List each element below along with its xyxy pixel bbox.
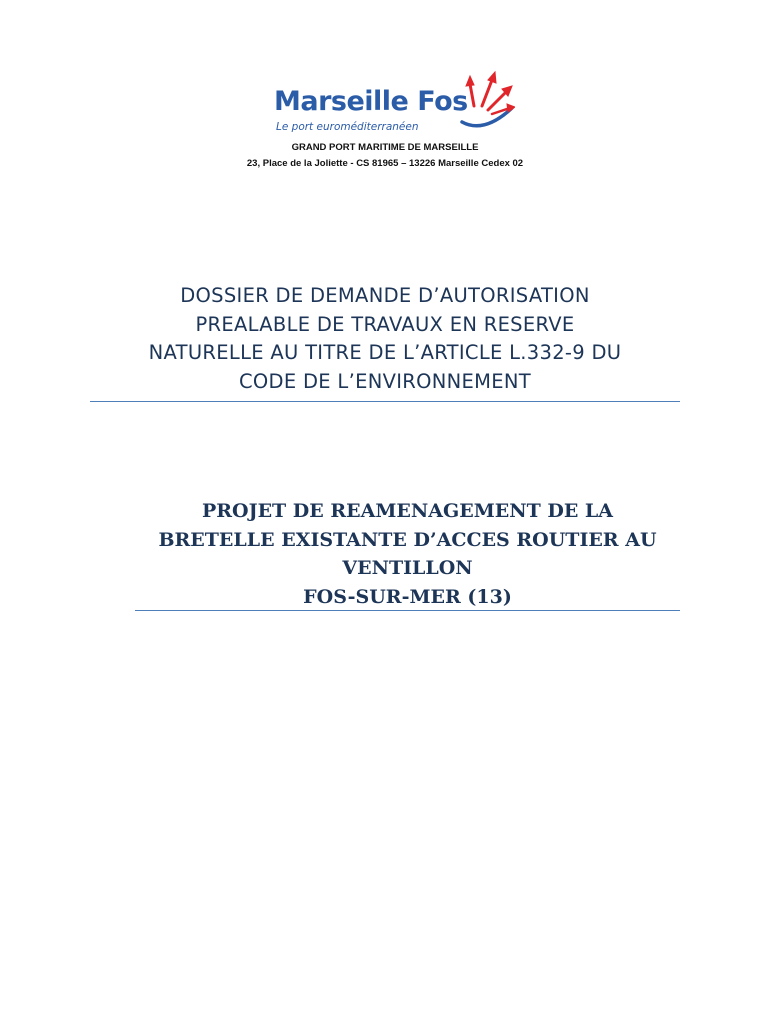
project-title-line: FOS-SUR-MER (13)	[303, 585, 512, 608]
project-divider	[135, 610, 680, 611]
marseille-fos-logo	[270, 68, 515, 138]
project-title	[135, 497, 680, 611]
logo-wordmark: Marseille Fos	[274, 86, 468, 117]
project-title-line: BRETELLE EXISTANTE D’ACCES ROUTIER AU	[158, 528, 657, 551]
title-divider	[90, 401, 680, 402]
project-title-line: PROJET DE REAMENAGEMENT DE LA	[201, 500, 614, 522]
organization-name: GRAND PORT MARITIME DE MARSEILLE	[291, 142, 479, 153]
dossier-title	[90, 282, 680, 396]
organization-address: 23, Place de la Joliette - CS 81965 – 13226 Marseille Cedex 02	[246, 158, 524, 169]
dossier-title-line: NATURELLE AU TITRE DE L’ARTICLE L.332-9 DU	[148, 341, 622, 364]
dossier-title-line: CODE DE L’ENVIRONNEMENT	[238, 369, 532, 393]
dossier-title-line: DOSSIER DE DEMANDE D’AUTORISATION	[180, 284, 590, 307]
dossier-title-line: PREALABLE DE TRAVAUX EN RESERVE	[195, 312, 575, 336]
logo-tagline: Le port euroméditerranéen	[276, 121, 419, 133]
logo-arrows-icon	[460, 68, 515, 136]
project-title-line: VENTILLON	[342, 557, 473, 579]
